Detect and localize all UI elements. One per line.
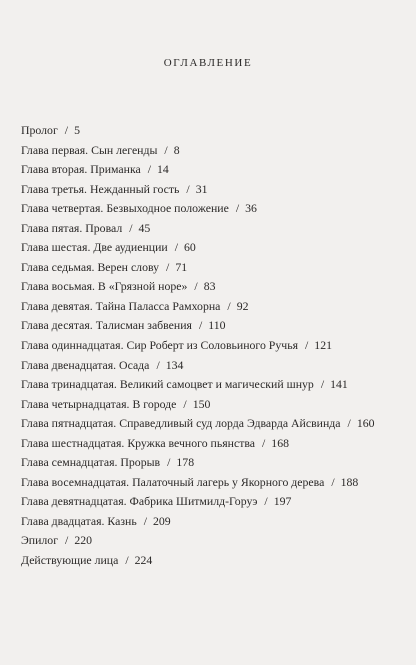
toc-entry-separator: / xyxy=(194,279,198,294)
toc-entry-page: 134 xyxy=(165,357,184,372)
toc-entry-page: 36 xyxy=(245,201,257,216)
toc-entry-title: Глава четырнадцатая. В городе xyxy=(21,396,177,411)
toc-entry-page: 8 xyxy=(173,142,180,157)
toc-entry xyxy=(21,141,375,161)
toc-entry-title: Глава девятая. Тайна Паласса Рамхорна xyxy=(21,298,221,313)
toc-entry-page: 150 xyxy=(192,396,211,411)
toc-entry xyxy=(21,434,375,454)
toc-entry-title: Глава одиннадцатая. Сир Роберт из Соловьиного Ручья xyxy=(21,338,299,353)
toc-entry-page: 110 xyxy=(208,318,226,333)
toc-entry-page: 224 xyxy=(134,553,153,568)
toc-entry-separator: / xyxy=(186,181,190,196)
toc-entry-separator: / xyxy=(174,240,178,255)
toc-entry-title: Глава девятнадцатая. Фабрика Шитмилд-Горуэ xyxy=(21,494,258,509)
toc-heading: оглавление xyxy=(163,54,253,70)
toc-entry-title: Эпилог xyxy=(21,533,59,548)
toc-entry-page: 188 xyxy=(340,474,359,489)
toc-entry-page: 197 xyxy=(273,494,292,509)
toc-entry xyxy=(21,316,375,336)
toc-entry-separator: / xyxy=(347,416,351,431)
toc-entry-title: Глава четвертая. Безвыходное положение xyxy=(21,201,229,216)
toc-entry-separator: / xyxy=(64,123,69,137)
toc-entry-separator: / xyxy=(227,298,231,313)
toc-entry-title: Пролог xyxy=(21,123,58,137)
toc-entry xyxy=(21,453,375,473)
toc-entry-separator: / xyxy=(264,494,268,509)
toc-entry-separator: / xyxy=(305,338,309,353)
toc-entry xyxy=(21,492,375,512)
toc-entry-title: Глава пятнадцатая. Справедливый суд лорда Эдварда Айсвинда xyxy=(21,416,341,431)
toc-entry-title: Действующие лица xyxy=(21,553,119,568)
toc-entry xyxy=(21,375,375,395)
toc-entry xyxy=(21,512,375,532)
toc-entry-separator: / xyxy=(125,553,129,568)
toc-entry-page: 14 xyxy=(157,162,169,177)
toc-entry-page: 83 xyxy=(203,279,216,294)
toc-entry-separator: / xyxy=(331,474,335,489)
toc-entry xyxy=(21,551,375,571)
toc-entry-page: 220 xyxy=(74,533,93,548)
toc-entry-title: Глава восемнадцатая. Палаточный лагерь у Якорного дерева xyxy=(21,474,325,489)
toc-entry-title: Глава двенадцатая. Осада xyxy=(21,357,150,372)
toc-entry xyxy=(21,531,375,551)
toc-entry-separator: / xyxy=(143,513,147,528)
toc-entry-title: Глава вторая. Приманка xyxy=(21,162,141,177)
toc-entry xyxy=(21,356,375,376)
toc-entry xyxy=(21,277,375,297)
toc-entry-title: Глава шестая. Две аудиенции xyxy=(21,240,168,255)
toc-entry-separator: / xyxy=(156,357,160,372)
toc-entry-page: 160 xyxy=(356,416,375,431)
toc-entry-title: Глава шестнадцатая. Кружка вечного пьянства xyxy=(21,435,256,450)
toc-entry xyxy=(21,473,375,493)
toc-entry-title: Глава третья. Нежданный гость xyxy=(21,181,180,196)
toc-entry-title: Глава тринадцатая. Великий самоцвет и магический шнур xyxy=(21,377,314,392)
toc-entry-title: Глава седьмая. Верен слову xyxy=(21,259,160,274)
toc-entry-title: Глава восьмая. В «Грязной норе» xyxy=(21,279,188,294)
toc-entry-page: 31 xyxy=(195,181,208,196)
toc-entry-title: Глава семнадцатая. Прорыв xyxy=(21,455,161,470)
toc-entry-title: Глава десятая. Талисман забвения xyxy=(21,318,192,333)
toc-entry-page: 60 xyxy=(183,240,196,255)
toc-entry-page: 168 xyxy=(271,435,289,450)
toc-entry xyxy=(21,180,375,200)
toc-entry-separator: / xyxy=(183,396,187,411)
toc-entry xyxy=(21,414,375,434)
toc-entry xyxy=(21,121,375,141)
toc-entry xyxy=(21,336,375,356)
toc-entry xyxy=(21,395,375,415)
toc-entry-separator: / xyxy=(198,318,203,333)
toc-entry-separator: / xyxy=(164,142,168,157)
toc-entry-separator: / xyxy=(65,533,69,548)
toc-entry-separator: / xyxy=(235,201,240,216)
toc-entry-page: 45 xyxy=(138,220,151,235)
toc-entry-title: Глава двадцатая. Казнь xyxy=(21,513,137,528)
toc-entry-page: 71 xyxy=(175,259,188,274)
toc-entry-separator: / xyxy=(262,435,266,450)
toc-entry-title: Глава первая. Сын легенды xyxy=(21,142,158,157)
toc-list xyxy=(21,121,375,571)
toc-entry-page: 5 xyxy=(74,123,80,137)
toc-entry-separator: / xyxy=(167,455,171,470)
toc-entry-title: Глава пятая. Провал xyxy=(21,220,123,235)
toc-entry-page: 209 xyxy=(153,513,171,528)
toc-entry-separator: / xyxy=(166,259,170,274)
toc-entry xyxy=(21,219,375,239)
toc-entry-separator: / xyxy=(147,162,152,177)
toc-entry xyxy=(21,160,375,180)
toc-entry xyxy=(21,199,375,219)
toc-entry-separator: / xyxy=(320,377,325,392)
toc-entry xyxy=(21,258,375,278)
toc-entry-separator: / xyxy=(129,220,133,235)
toc-entry-page: 92 xyxy=(236,298,249,313)
toc-entry-page: 121 xyxy=(314,338,332,353)
toc-entry-page: 141 xyxy=(330,377,348,392)
toc-entry xyxy=(21,297,375,317)
toc-entry-page: 178 xyxy=(176,455,195,470)
toc-entry xyxy=(21,238,375,258)
